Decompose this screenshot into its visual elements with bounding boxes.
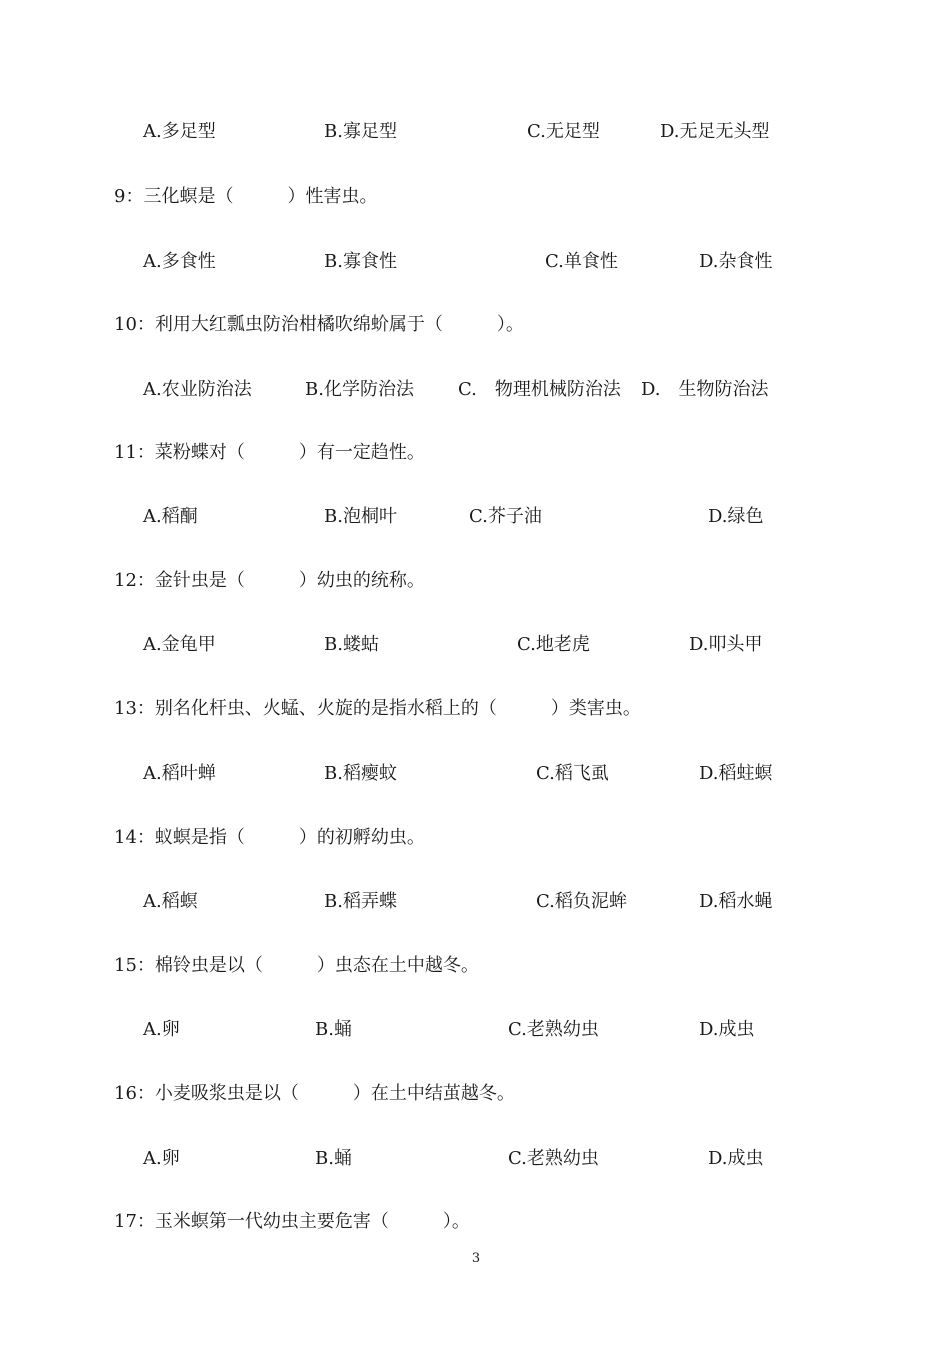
question-9: 9：三化螟是（ ）性害虫。 [114, 186, 378, 207]
question-10: 10：利用大红瓢虫防治柑橘吹绵蚧属于（ ）。 [114, 314, 524, 335]
option-d: D.成虫 [699, 1019, 755, 1040]
option-c: C. 物理机械防治法 [458, 379, 621, 400]
option-c: C.无足型 [527, 121, 600, 142]
question-16: 16：小麦吸浆虫是以（ ）在土中结茧越冬。 [114, 1083, 515, 1104]
option-d: D.稻蛀螟 [699, 763, 773, 784]
option-b: B.蝼蛄 [324, 634, 379, 655]
option-b: B.寡足型 [324, 121, 397, 142]
question-14: 14：蚁螟是指（ ）的初孵幼虫。 [114, 827, 425, 848]
option-d: D.稻水蝇 [699, 891, 773, 912]
question-15: 15：棉铃虫是以（ ）虫态在土中越冬。 [114, 955, 479, 976]
option-a: A.多足型 [143, 121, 216, 142]
option-a: A.多食性 [143, 251, 216, 272]
option-b: B.稻弄蝶 [324, 891, 397, 912]
option-d: D.绿色 [708, 506, 764, 527]
option-d: D.成虫 [708, 1148, 764, 1169]
option-d: D.杂食性 [699, 251, 773, 272]
option-b: B.蛹 [315, 1148, 352, 1169]
option-a: A.稻螟 [143, 891, 198, 912]
option-c: C.芥子油 [469, 506, 542, 527]
option-a: A.卵 [143, 1019, 180, 1040]
option-c: C.老熟幼虫 [508, 1148, 599, 1169]
option-b: B.稻瘿蚊 [324, 763, 397, 784]
option-a: A.稻酮 [143, 506, 198, 527]
option-c: C.稻负泥蛑 [536, 891, 627, 912]
option-a: A.金龟甲 [143, 634, 216, 655]
question-13: 13：别名化杆虫、火蜢、火旋的是指水稻上的（ ）类害虫。 [114, 698, 641, 719]
option-b: B.寡食性 [324, 251, 397, 272]
question-12: 12：金针虫是（ ）幼虫的统称。 [114, 570, 425, 591]
option-a: A.卵 [143, 1148, 180, 1169]
option-b: B.化学防治法 [305, 379, 414, 400]
option-c: C.老熟幼虫 [508, 1019, 599, 1040]
page-number: 3 [471, 1251, 481, 1266]
option-d: D.叩头甲 [689, 634, 763, 655]
option-d: D. 生物防治法 [641, 379, 769, 400]
option-b: B.泡桐叶 [324, 506, 397, 527]
option-c: C.稻飞虱 [536, 763, 609, 784]
option-b: B.蛹 [315, 1019, 352, 1040]
option-c: C.单食性 [545, 251, 618, 272]
option-a: A.农业防治法 [143, 379, 252, 400]
option-d: D.无足无头型 [660, 121, 770, 142]
question-11: 11：菜粉蝶对（ ）有一定趋性。 [114, 442, 425, 463]
option-a: A.稻叶蝉 [143, 763, 216, 784]
question-17: 17：玉米螟第一代幼虫主要危害（ ）。 [114, 1211, 470, 1232]
option-c: C.地老虎 [517, 634, 590, 655]
